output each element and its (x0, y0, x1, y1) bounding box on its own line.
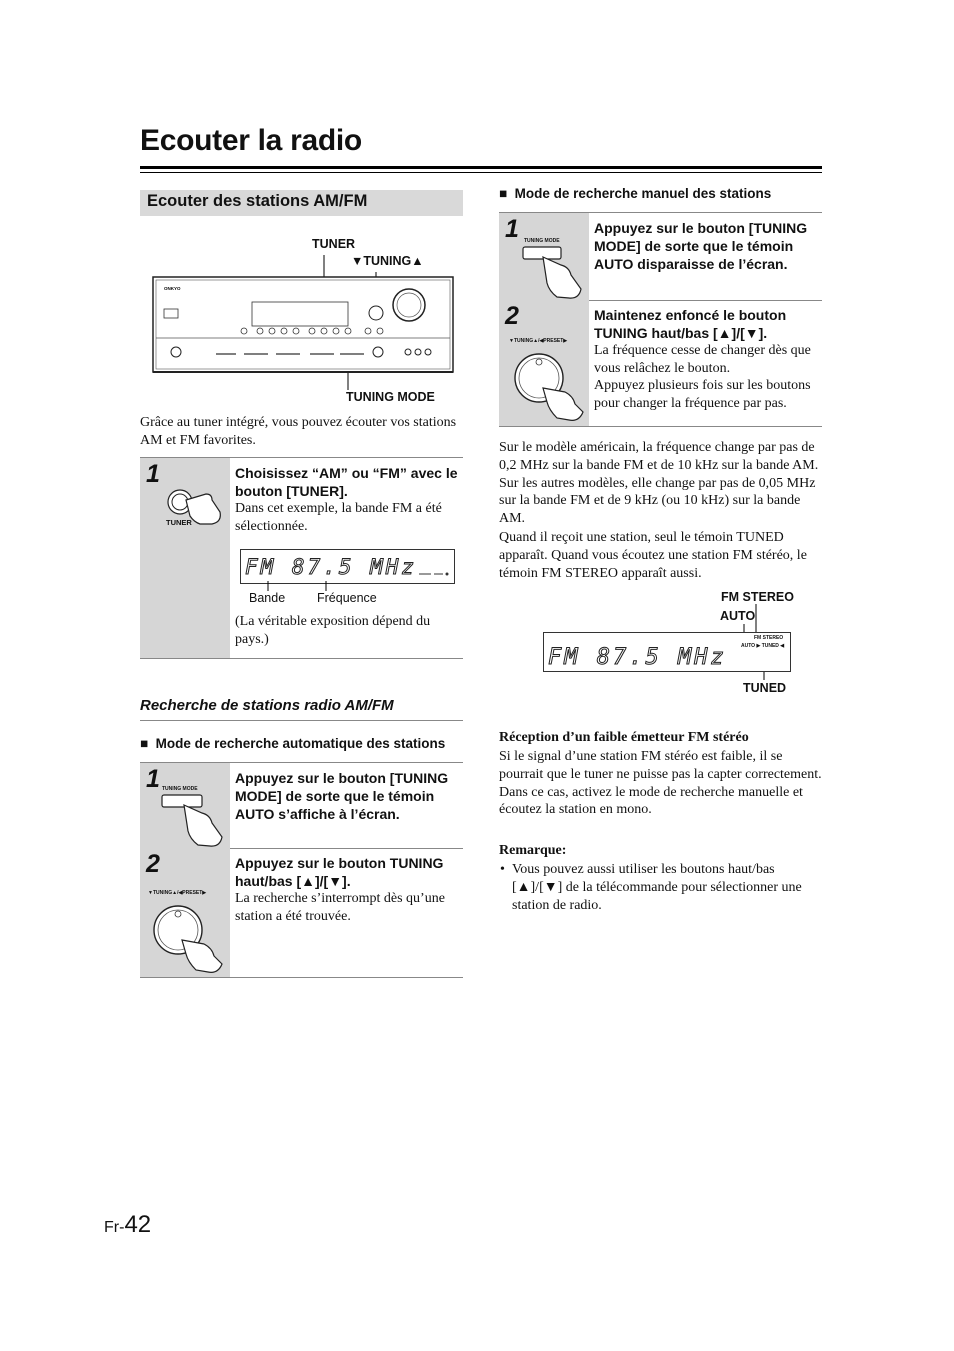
step-auto-2 (140, 848, 463, 978)
auto-tuned-indicator: AUTO ▶ TUNED ◀ (741, 643, 785, 649)
step-auto-2-body: La recherche s’interrompt dès qu’une station a été trouvée. (235, 891, 445, 924)
tuning-mode-button-press-icon (160, 793, 230, 848)
display-1-indicators (417, 570, 451, 578)
step-number: 2 (505, 302, 519, 330)
auto-mode-subhead-text: Mode de recherche automatique des stations (155, 736, 446, 751)
step-manual-2-body2: Appuyez plusieurs fois sur les boutons pour changer la fréquence par pas. (594, 378, 811, 411)
page-number (104, 1211, 151, 1239)
weak-station-heading: Réception d’un faible émetteur FM stéréo (499, 730, 749, 745)
step-manual-1 (499, 212, 822, 301)
search-section-rule (140, 720, 463, 721)
title-rule-thin (140, 172, 822, 173)
step-auto-2-head: Appuyez sur le bouton TUNING haut/bas [▲]/[▼]. (235, 855, 444, 889)
step-number: 1 (505, 215, 519, 243)
title-rule (140, 166, 822, 169)
step-number: 2 (146, 850, 160, 878)
square-bullet-icon: ■ (499, 186, 508, 201)
intro-text: Grâce au tuner intégré, vous pouvez écouter vos stations AM et FM favorites. (140, 415, 457, 448)
tuning-mode-icon-label: TUNING MODE (524, 238, 560, 244)
fm-display-1 (240, 549, 455, 584)
frequency-step-text: Sur le modèle américain, la fréquence change par pas de 0,2 MHz sur la bande FM et de 10 kHz sur la bande AM. Sur les autres modèles, elle change par pas de 0,05 MHz sur la bande FM et de 9 kHz (ou 10 kHz) sur la bande AM. (499, 440, 819, 527)
manual-mode-subhead (499, 186, 771, 201)
auto-label: AUTO (720, 609, 756, 623)
band-label: Bande (249, 591, 286, 605)
bullet-dot: • (500, 862, 505, 877)
step-number: 1 (146, 460, 160, 488)
tuning-preset-icon-label: ▼TUNING▲/◀PRESET▶ (148, 890, 207, 896)
display-1-callouts (260, 581, 370, 591)
step-manual-2-head: Maintenez enfoncé le bouton TUNING haut/bas [▲]/[▼]. (594, 307, 787, 341)
tuning-mode-icon-label: TUNING MODE (162, 786, 198, 792)
step-tuner (140, 457, 463, 659)
page-prefix: Fr- (104, 1219, 125, 1236)
tuned-label: TUNED (743, 681, 787, 695)
manual-mode-subhead-text: Mode de recherche manuel des stations (514, 186, 772, 201)
step-tuner-body: Dans cet exemple, la bande FM a été sélectionnée. (235, 501, 442, 534)
remark-list (499, 861, 823, 914)
weak-station-text: Si le signal d’une station FM stéréo est faible, il se pourrait que le tuner ne puisse pas la capter correctement. Dans ce cas, activez le mode de recherche manuelle et écoutez la station en mono. (499, 749, 822, 818)
display-1-text: FM 87.5 MHz (245, 555, 418, 579)
frequency-label: Fréquence (317, 591, 377, 605)
tuning-mode-button-press-icon (521, 245, 587, 300)
step-auto-1 (140, 762, 463, 849)
step-number: 1 (146, 765, 160, 793)
search-section-title: Recherche de stations radio AM/FM (140, 697, 394, 714)
tuning-mode-label: TUNING MODE (346, 390, 435, 404)
page-title: Ecouter la radio (140, 124, 362, 157)
tuned-indicator-text: Quand il reçoit une station, seul le témoin TUNED apparaît. Quand vous écoutez une station FM stéréo, le témoin FM STEREO apparaît aussi. (499, 530, 807, 581)
remark-heading: Remarque: (499, 843, 567, 858)
step-auto-1-head: Appuyez sur le bouton [TUNING MODE] de sorte que le témoin AUTO s’affiche à l’écran. (235, 770, 449, 822)
fm-stereo-label: FM STEREO (721, 590, 794, 604)
display-2-text: FM 87.5 MHz (548, 645, 727, 670)
auto-mode-subhead (140, 736, 445, 751)
step-manual-2-body1: La fréquence cesse de changer dès que vous relâchez le bouton. (594, 343, 811, 376)
tuner-label: TUNER (312, 237, 356, 251)
brand-logo: ONKYO (164, 286, 181, 291)
tuning-label: ▼TUNING▲ (351, 254, 424, 268)
remark-text: Vous pouvez aussi utiliser les boutons haut/bas [▲]/[▼] de la télécommande pour sélectionner une station de radio. (512, 862, 802, 913)
tuning-dial-press-icon (152, 900, 230, 974)
step-manual-2 (499, 300, 822, 427)
square-bullet-icon: ■ (140, 736, 149, 751)
tuning-dial-press-icon (513, 348, 589, 422)
step-manual-1-head: Appuyez sur le bouton [TUNING MODE] de sorte que le témoin AUTO disparaisse de l’écran. (594, 220, 808, 272)
fm-stereo-indicator: FM STEREO (754, 635, 784, 641)
step-tuner-head: Choisissez “AM” ou “FM” avec le bouton [TUNER]. (235, 465, 458, 499)
fm-display-2 (543, 632, 791, 672)
tuning-preset-icon-label: ▼TUNING▲/◀PRESET▶ (509, 338, 568, 344)
step-tuner-note: (La véritable exposition dépend du pays.) (235, 614, 431, 647)
section-header (140, 190, 463, 216)
section-title: Ecouter des stations AM/FM (147, 192, 368, 210)
tuner-icon-label: TUNER (166, 518, 192, 527)
receiver-front-panel (150, 250, 460, 390)
page-number-value: 42 (124, 1211, 152, 1238)
